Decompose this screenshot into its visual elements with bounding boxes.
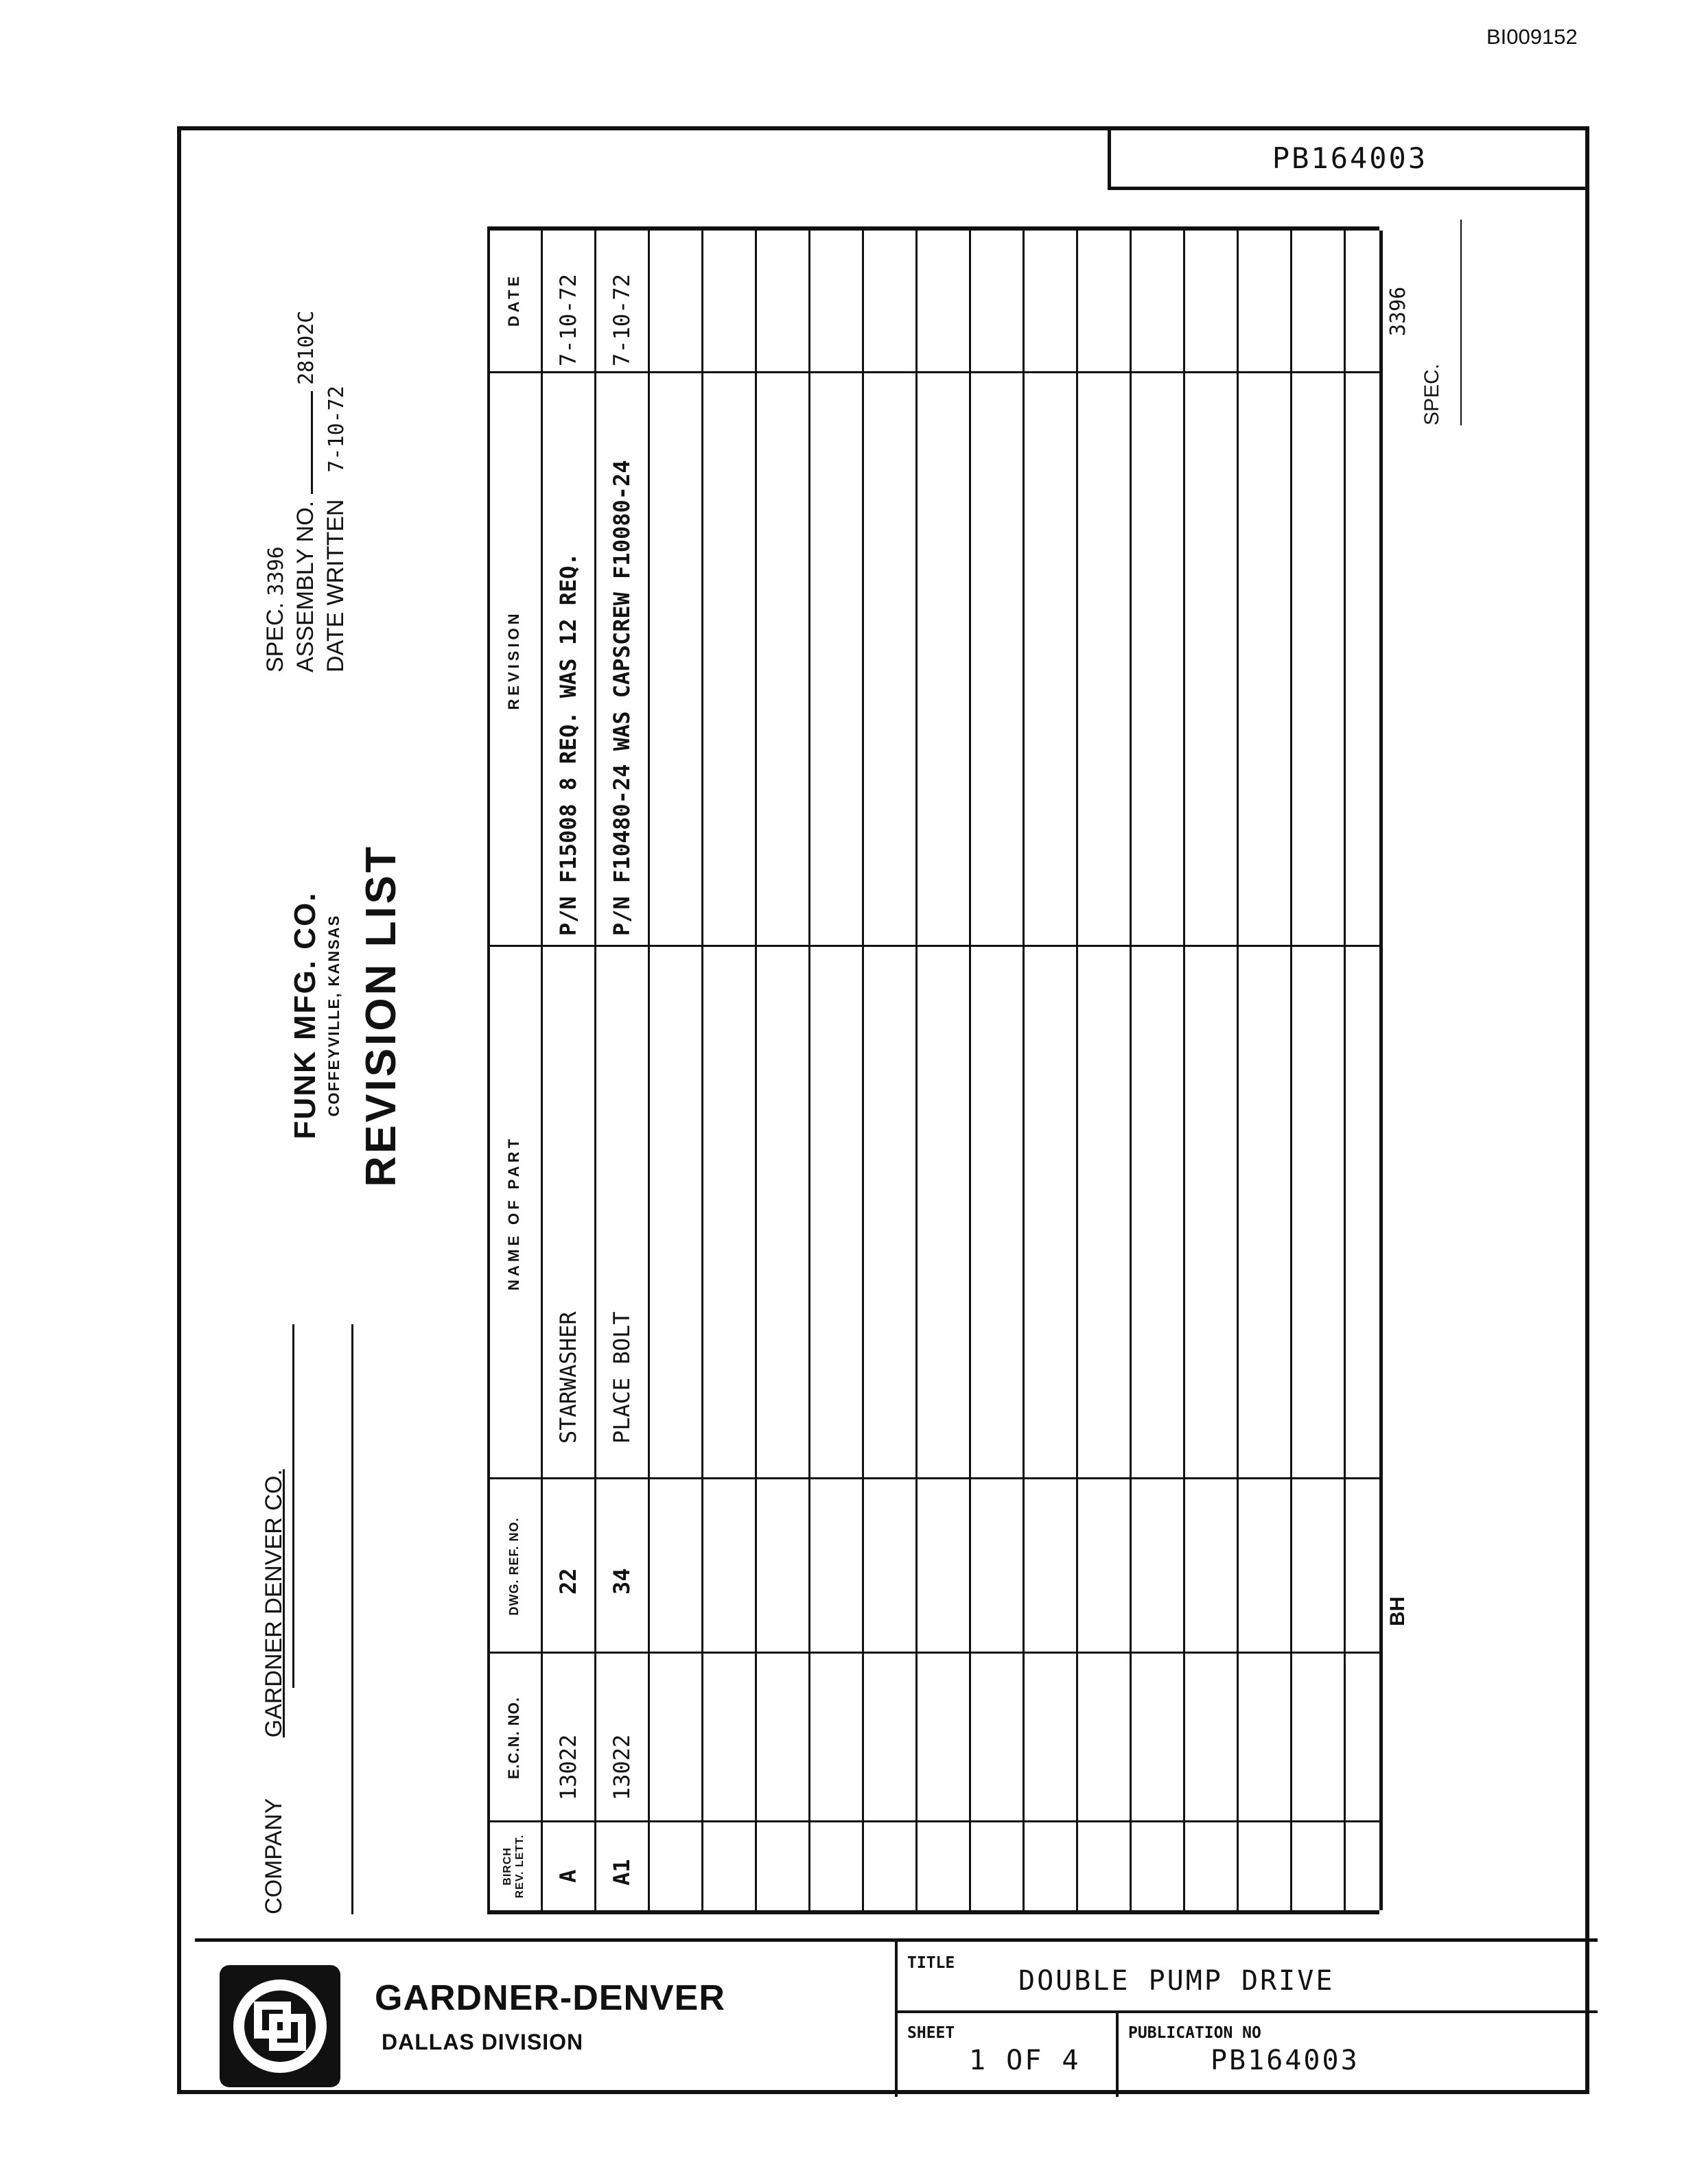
company-second-line: [351, 1324, 353, 1914]
row-line: [1183, 231, 1185, 1910]
row-line: [541, 231, 543, 1910]
row-line: [755, 231, 757, 1910]
header-dwg: DWG. REF. NO.: [506, 1517, 521, 1616]
initials: BH: [1386, 1596, 1409, 1626]
row-line: [701, 231, 703, 1910]
header-date: DATE: [505, 272, 522, 327]
sheet-value: 1 OF 4: [969, 2045, 1081, 2076]
spec-label: SPEC.: [262, 602, 288, 672]
spec-value: 3396: [264, 546, 288, 596]
col-divider: [490, 1820, 1379, 1822]
division-name: DALLAS DIVISION: [382, 2030, 584, 2054]
col-divider: [490, 371, 1379, 373]
row-line: [1379, 231, 1383, 1910]
row-line: [969, 231, 971, 1910]
gardner-denver-logo-icon: [220, 1965, 340, 2087]
col-divider: [490, 1477, 1379, 1479]
title-label: TITLE: [907, 1954, 955, 1972]
row-line: [594, 231, 596, 1910]
title-block-divider: [895, 2010, 1598, 2013]
company-underline: [292, 1324, 294, 1688]
header-rev-lett: BIRCH REV. LETT.: [502, 1834, 526, 1899]
table-cell-name: STARWASHER: [555, 1311, 581, 1444]
col-divider: [490, 1652, 1379, 1654]
date-written-label: DATE WRITTEN: [323, 499, 349, 672]
row-line: [648, 231, 650, 1910]
publication-label: PUBLICATION NO: [1128, 2024, 1261, 2042]
row-line: [1237, 231, 1239, 1910]
assembly-value: 28102C: [294, 310, 318, 386]
table-cell-ecn: 13022: [555, 1734, 581, 1800]
header-birch: BIRCH: [502, 1847, 513, 1886]
form-title: REVISION LIST: [358, 844, 405, 1187]
publication-value: PB164003: [1211, 2045, 1359, 2076]
header-name-of-part: NAME OF PART: [505, 1136, 522, 1291]
row-line: [808, 231, 810, 1910]
title-value: DOUBLE PUMP DRIVE: [1018, 1965, 1335, 1997]
table-cell-rev: A1: [609, 1859, 635, 1886]
row-line: [1076, 231, 1078, 1910]
table-cell-revision: P/N F10480-24 WAS CAPSCREW F10080-24: [609, 460, 635, 936]
row-line: [1290, 231, 1292, 1910]
title-block-divider: [1116, 2010, 1119, 2097]
publication-number-box: PB164003: [1108, 129, 1589, 190]
row-line: [1344, 231, 1346, 1910]
revision-table: [487, 226, 1379, 1914]
revision-form: [261, 199, 1441, 1914]
header-revision: REVISION: [505, 610, 522, 710]
company-field: [261, 1469, 288, 1914]
date-written-value: 7-10-72: [325, 386, 349, 473]
side-spec: [1421, 199, 1467, 425]
title-block: [195, 1938, 1598, 2097]
document-id: BI009152: [1486, 25, 1578, 49]
row-line: [915, 231, 918, 1910]
table-cell-dwg: 34: [609, 1568, 635, 1595]
company-value: GARDNER DENVER CO.: [261, 1469, 287, 1738]
side-spec-value: 3396: [1386, 286, 1410, 336]
table-cell-date: 7-10-72: [609, 274, 635, 366]
manufacturer: [288, 858, 343, 1173]
row-line: [1023, 231, 1025, 1910]
table-cell-date: 7-10-72: [555, 274, 581, 366]
manufacturer-city: COFFEYVILLE, KANSAS: [325, 914, 342, 1117]
table-cell-name: PLACE BOLT: [609, 1311, 635, 1444]
company-label: COMPANY: [261, 1798, 287, 1914]
table-cell-ecn: 13022: [609, 1734, 635, 1800]
brand-name: GARDNER-DENVER: [375, 1978, 725, 2018]
assembly-label: ASSEMBLY NO.: [292, 500, 318, 672]
spec-block: [261, 311, 351, 672]
side-spec-label: SPEC.: [1421, 363, 1443, 425]
row-line: [1130, 231, 1132, 1910]
title-block-divider: [895, 1942, 898, 2097]
table-cell-revision: P/N F15008 8 REQ. WAS 12 REQ.: [555, 552, 581, 936]
table-cell-dwg: 22: [555, 1568, 581, 1595]
manufacturer-name: FUNK MFG. CO.: [288, 891, 322, 1140]
header-ecn: E.C.N. NO.: [505, 1697, 522, 1780]
row-line: [862, 231, 864, 1910]
col-divider: [490, 945, 1379, 947]
table-cell-rev: A: [555, 1869, 581, 1883]
sheet-label: SHEET: [907, 2024, 955, 2042]
